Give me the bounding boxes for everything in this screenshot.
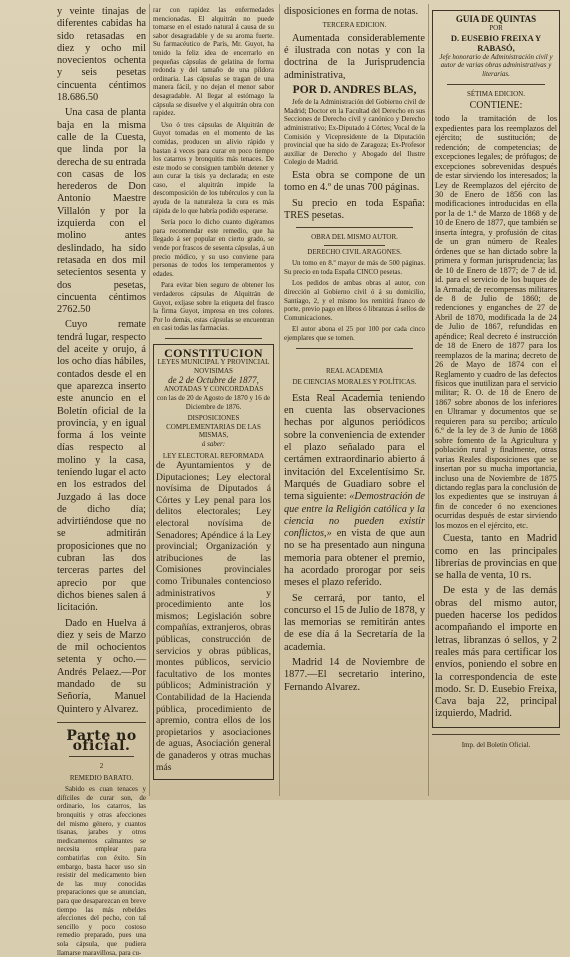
paragraph: Esta Real Academia teniendo en cuenta las observaciones hechas por algunos periódicos sobre la conveniencia de extender el plazo señalado para el certámen extraordinario abierto á invitación del Excelentísimo Sr. Marqués de Guadiaro sobre el tema siguiente: «Demostración de que entre la Religión católica y la ciencia no pueden existir conflictos,» en vista de que aun no se ha presentado aun ninguna memoria para obtener el premio, ha acordado prorogar por seis meses el plazo referido.: [284, 392, 425, 589]
column-1: [57, 6, 146, 957]
ad-line: á saber:: [201, 439, 226, 448]
paragraph: Cuesta, tanto en Madrid como en las principales librerías de provincias en que se halla de venta, 10 rs.: [435, 533, 557, 582]
ad-line: con las de 20 de Agosto de 1870 y 16 de Diciembre de 1876.: [156, 393, 271, 411]
column-2: [153, 6, 274, 794]
section-heading: Parte no oficial.: [66, 727, 137, 755]
paragraph: Uso ó tres cápsulas de Alquitrán de Guyot tomadas en el momento de las comidas, producen un alivio rápido y bastan á veces para curar en poco tiempo los catarros y bronquitis más tenaces. De este modo se consiguen también detener y aun curar la tisis ya declarada; en este caso, el alquitrán impide la descomposición de los tubérculos y con la ayuda de la naturaleza la cura es más rápida de lo que habría podido esperarse.: [153, 120, 274, 215]
paragraph: Una casa de planta baja en la misma calle de la Cuesta, que linda por la derecha de su entrada con casas de los herederos de Don Antonio Maestre Villalón y por la izquierda con el molino antes deslindado, ha sido retasada en dos mil setecientos sesenta y dos pesetas, cincuenta céntimos 2762.50: [57, 107, 146, 316]
divider: [324, 245, 385, 246]
ad-subtitle: CONTIENE:: [469, 100, 523, 112]
paragraph: Madrid 14 de Noviembre de 1877.—El secretario interino, Fernando Alvarez.: [284, 657, 425, 693]
price: 18.686.50: [57, 92, 99, 104]
paragraph: El autor abona el 25 por 100 por cada cinco ejemplares que se tomen.: [284, 325, 425, 343]
paragraph: rar con rapidez las enfermedades mencionadas. El alquitrán no puede tomarse en el estado natural á causa de su sabor desagradable y de su aroma fuerte. Su farmacéutico de París, Mr. Guyot, ha tenido la feliz idea de encerrarlo en pequeñas cápsulas de gelatina de forma redonda y del tamaño de una píldora ordinaria. Las cápsulas se tragan de una manera fácil, y no dejan el menor sabor desagradable. Al llegar al estómago la cápsula se disuelve y el alquitrán obra con rapidez.: [153, 6, 274, 118]
paragraph: Los pedidos de ambas obras al autor, con dirección al Gobierno civil ó á su domicilio, Santiago, 2, y el mismo los remitirá franco de porte, previo pago en libros ó libranzas á sellos de Comunicaciones.: [284, 279, 425, 322]
divider: [296, 348, 413, 349]
paragraph: Dado en Huelva á diez y seis de Marzo de mil ochocientos setenta y ocho.—Andrés Pelaez.—Por mandado de su Señoría, Manuel Quintero y Alvarez.: [57, 617, 146, 715]
paragraph: Sabido es cuan tenaces y difíciles de curar son, de ordinario, los catarros, las bronquitis y otras afecciones del mismo género, y cuantos tisanas, jarabes y otros medicamentos calmantes se necesita emplear para combatirlas con éxito. Sin embargo, basta hacer uso sin resistir del medicamento bien de las muy conocidas preparaciones que se anuncian, para que desaparezcan en breve tiempo las más rebeldes afecciones del pecho, con tal sencillo y poco costoso remedio preparado, pues una sola cápsula, que pudiera llamarse maravillosa, para cu-: [57, 785, 146, 957]
divider: [69, 756, 134, 757]
ad-line: DISPOSICIONES COMPLEMENTARIAS DE LAS MISMAS,: [166, 414, 261, 440]
author-line: POR D. ANDRES BLAS,: [292, 84, 417, 97]
ad-text: todo la tramitación de los expedientes para los reemplazos del ejército; de sustitución; de redención; de competencias; de excepciones legales; de prófugos; de excepciones sobrevenidas después de estar sirviendo los interesados; la Ley de Reemplazos del ejército de 30 de Enero de 1856 con las modificaciones introducidas en ella por la de 1.º de Marzo de 1868 y de 10 de Enero de 1877, que también se inserta íntegra, y profusión de citas de un gran número de Reales órdenes que se han dictado sobre la primera y forman jurisprudencia; las de 10 de Enero de 1877; de 7 de id. id. para el servicio de los buques de la Armada; de recompensas militares de 8 de Julio de 1860; de redenciones y enganches de 27 de Abril de 1870, modificada la de 24 de Julio de 1867, refundidas en apéndice; Real decreto é instrucción de 18 de Enero de 1877 para los reemplazos de la marina; decreto de 26 de Mayo de 1874 con el Reglamento y cuadro de las defectos físicos que inutilizan para el servicio militar; R. O. de 18 de Enero de 1867 sobre abonos de los inferiores en Ultramar y documentos que se requieren para su percibo; artículo 6.º de la ley de 3 de Junio de 1868 sobre fomento de la Agricultura y población rural y finalmente, otras varias Reales disposiciones que se insertan por su mucha importancia, incluso una de Noviembre de 1875 dictando reglas para la conclusión de los expedientes que se instruyan á fin de conceder ó no exenciones ocurridas después de estar sirviendo los mozos en el ejército, etc.: [435, 114, 557, 530]
divider: [57, 722, 146, 723]
column-3: [284, 6, 425, 794]
column-rule: [149, 4, 150, 796]
ad-line: LEYES MUNICIPAL Y PROVINCIAL: [157, 358, 270, 367]
article-number: 2: [99, 762, 104, 771]
paragraph: Un tomo en 8.º mayor de más de 500 páginas. Su precio en toda España CINCO pesetas.: [284, 259, 425, 276]
ad-line: POR: [489, 24, 503, 33]
paragraph: Su precio en toda España: TRES pesetas.: [284, 197, 425, 221]
paragraph: Se cerrará, por tanto, el concurso el 15 de Julio de 1878, y las memorias se remitirán antes de ese día á la Secretaría de la academia.: [284, 592, 425, 653]
paragraph: Jefe de la Administración del Gobierno civil de Madrid; Doctor en la Facultad del Derecho en sus Secciones de Derecho civil y canónico y Derecho administrativo; Ex-Diputado á Córtes; Vocal de la Comisión y Vicepresidente de la Diputación provincial que ha sido de Zaragoza; Ex-Profesor auxiliar de Derecho y Abogado del Ilustre Colegio de Madrid.: [284, 98, 425, 167]
advertisement-box: [432, 10, 560, 728]
academy-title: REAL ACADEMIA: [325, 366, 384, 375]
divider: [296, 227, 413, 228]
ad-line: de 2 de Octubre de 1877,: [168, 375, 259, 386]
price: 2762.50: [57, 304, 91, 316]
divider: [165, 338, 262, 339]
ad-author: D. EUSEBIO FREIXA Y RABASÓ,: [450, 32, 542, 53]
edition: TERCERA EDICION.: [322, 21, 387, 30]
advertisement-box: [153, 344, 274, 780]
paragraph: y veinte tinajas de diferentes cabidas ha sido retasadas en diez y ocho mil novecientos ochenta y seis pesetas cincuenta céntimos 18.686.50: [57, 6, 146, 104]
paragraph: Esta obra se compone de un tomo en 4.º de unas 700 páginas.: [284, 169, 425, 194]
ad-line: NOVISIMAS: [194, 366, 233, 375]
imprint: Imp. del Boletín Oficial.: [461, 740, 531, 749]
section-title: DERECHO CIVIL ARAGONES.: [307, 247, 402, 256]
ad-title: GUIA DE QUINTAS: [455, 14, 537, 24]
paragraph: Para evitar bien seguro de obtener los verdaderos cápsulas de Alquitrán de Guyot, exíjase sobre la etiqueta del frasco la firma Guyot, impresa en tres colores. Por lo demás, estas cápsulas se encuentran en casi todas las farmacias.: [153, 281, 274, 333]
article-title: REMEDIO BARATO.: [69, 773, 134, 782]
divider: [432, 734, 560, 735]
ad-line: LEY ELECTORAL REFORMADA: [162, 451, 265, 460]
paragraph: Aumentada considerablemente é ilustrada con notas y con la doctrina de la Jurisprudencia administrativa,: [284, 32, 425, 81]
divider: [447, 84, 545, 85]
section-title: OBRA DEL MISMO AUTOR.: [311, 233, 398, 242]
ad-text: de Ayuntamientos y de Diputaciones; Ley electoral novísima de Diputados á Córtes y Ley penal para los delitos electorales; Ley electoral novísima de Senadores; Apéndice á la Ley provincial; Organización y atribuciones de las Comisiones provinciales como Tribunales contencioso administrativos y procedimiento ante los mismos; Legislación sobre compañías, extranjeros, obras públicas, construcción de servicios y obras públicas, montes públicos, servicio facultativo de los montes públicos; Administración y Contabilidad de la Hacienda pública, procedimiento de apremio, contra ellos de los propietarios y asociaciones de aguas, Asociación general de ganaderos y otras muchas más: [156, 460, 271, 773]
paragraph: Sería poco lo dicho cuanto digéramos para recomendar este remedio, que ha llegado á ser popular en cierto grado, se vende por frascos de sesenta cápsulas, á un precio módico, y su uso conviene para personas de todos los temperamentos y edades.: [153, 218, 274, 278]
column-rule: [428, 4, 429, 796]
paragraph: disposiciones en forma de notas.: [284, 6, 419, 17]
paragraph: Cuyo remate tendrá lugar, respecto del aceite y orujo, á los ocho días hábiles, contados desde el en que aparezca inserto este anuncio en el Boletín oficial de la provincia, y en igual forma á los veinte días respecto al molino y la casa, teniendo lugar el acto en los estrados del Juzgado á las doce de dicho día; advirtiéndose que no se admitirán proposiciones que no cubran las dos terceras partes del aprecio por que dichos bienes salen á licitación.: [57, 319, 146, 614]
ad-line: ANOTADAS Y CONCORDADAS: [163, 385, 264, 394]
ad-title: CONSTITUCION: [164, 345, 263, 360]
column-rule: [279, 4, 280, 796]
column-4: [432, 6, 560, 794]
divider: [329, 390, 380, 391]
paragraph: De esta y de las demás obras del mismo autor, pueden hacerse los pedidos acompañando el importe en letras, libranzas ó sellos, y 2 reales más para certificar los envíos, poniendo el sobre en la correspondencia de este modo. Sr. D. Eusebio Freixa, Cava baja 22, principal izquierdo, Madrid.: [435, 585, 557, 720]
academy-title: DE CIENCIAS MORALES Y POLÍTICAS.: [292, 378, 417, 387]
ad-line: Jefe honorario de Administración civil y autor de varias obras administrativas y literarias.: [439, 52, 553, 79]
ad-line: SÉTIMA EDICION.: [467, 89, 525, 98]
